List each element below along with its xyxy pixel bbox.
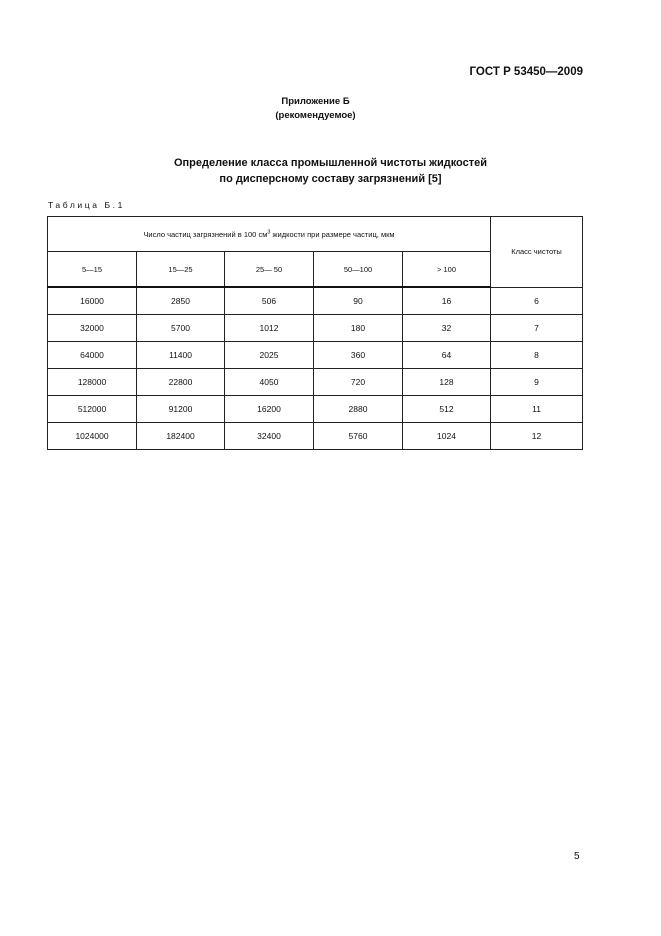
table-cell: 11400 [137, 342, 225, 369]
table-row [48, 369, 583, 396]
table-cell: 8 [491, 342, 583, 369]
table-cell: 9 [491, 369, 583, 396]
table-cell: 12 [491, 423, 583, 450]
heading-line-1: Определение класса промышленной чистоты жидкостей [173, 157, 488, 169]
table-cell: 1012 [225, 315, 314, 342]
appendix-block [0, 95, 661, 123]
table-row [48, 315, 583, 342]
size-column-header: 50—100 [314, 252, 403, 288]
table-row [48, 396, 583, 423]
table-cell: 16200 [225, 396, 314, 423]
table-cell: 5700 [137, 315, 225, 342]
table-cell: 32400 [225, 423, 314, 450]
table-cell: 64000 [48, 342, 137, 369]
table-cell: 2880 [314, 396, 403, 423]
table-cell: 720 [314, 369, 403, 396]
table-cell: 2850 [137, 287, 225, 315]
size-column-header: 5—15 [48, 252, 137, 288]
table-cell: 64 [403, 342, 491, 369]
table-cell: 16 [403, 287, 491, 315]
table-row [48, 342, 583, 369]
table-cell: 506 [225, 287, 314, 315]
table-cell: 16000 [48, 287, 137, 315]
heading-line-2: по дисперсному составу загрязнений [5] [219, 173, 442, 185]
table-row [48, 423, 583, 450]
table-cell: 1024000 [48, 423, 137, 450]
table-cell: 128 [403, 369, 491, 396]
table-label: Таблица Б.1 [48, 200, 125, 210]
table-cell: 2025 [225, 342, 314, 369]
table-cell: 32000 [48, 315, 137, 342]
table-cell: 90 [314, 287, 403, 315]
table-cell: 11 [491, 396, 583, 423]
table-cell: 6 [491, 287, 583, 315]
table-cell: 22800 [137, 369, 225, 396]
size-column-header: 25— 50 [225, 252, 314, 288]
size-column-header: > 100 [403, 252, 491, 288]
section-heading [0, 155, 661, 187]
table-cell: 4050 [225, 369, 314, 396]
group-header: Число частиц загрязнений в 100 $см^3$ жидкости при размере частиц, мкм [48, 217, 491, 252]
table-cell: 32 [403, 315, 491, 342]
table-cell: 91200 [137, 396, 225, 423]
table-cell: 512 [403, 396, 491, 423]
table-cell: 182400 [137, 423, 225, 450]
appendix-title: Приложение Б [281, 96, 350, 107]
table-row [48, 287, 583, 315]
table-cell: 512000 [48, 396, 137, 423]
size-column-header: 15—25 [137, 252, 225, 288]
table-cell: 7 [491, 315, 583, 342]
class-header: Класс чистоты [491, 217, 583, 288]
document-code: ГОСТ Р 53450—2009 [469, 66, 583, 78]
table-cell: 5760 [314, 423, 403, 450]
table-cell: 180 [314, 315, 403, 342]
table-cell: 360 [314, 342, 403, 369]
table-cell: 1024 [403, 423, 491, 450]
table-cell: 128000 [48, 369, 137, 396]
cleanliness-table [47, 216, 583, 450]
page-number: 5 [574, 851, 580, 862]
appendix-status: (рекомендуемое) [275, 110, 356, 121]
